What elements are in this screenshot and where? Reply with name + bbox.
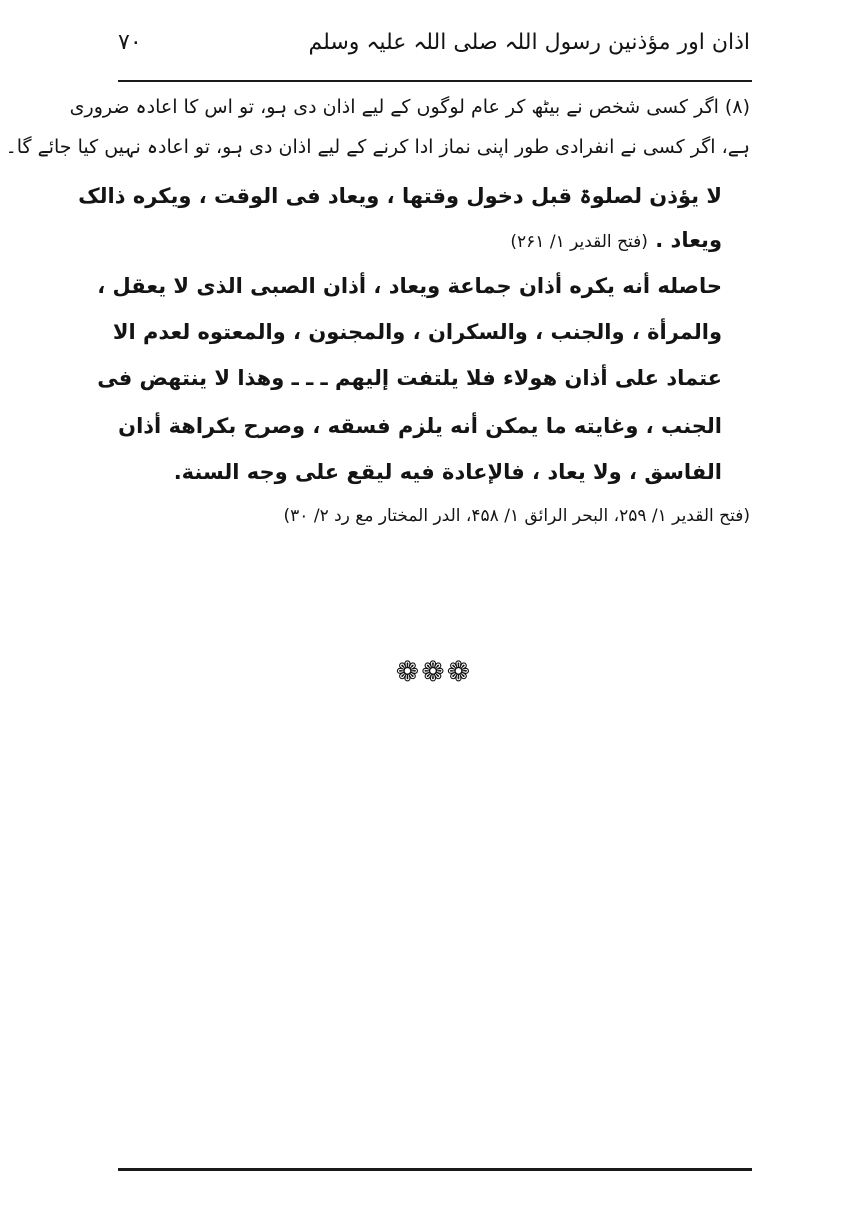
arabic-quote-2-line-5: الفاسق ، ولا یعاد ، فالإعادة فیه لیقع علی وجه السنة.: [173, 460, 722, 484]
section-ornament: ❁❁❁: [395, 655, 473, 688]
reference-fath-al-qadir: (فتح القدیر ۱/ ۲۶۱): [510, 232, 648, 252]
arabic-quote-2-line-1: حاصله أنه یکره أذان جماعة ویعاد ، أذان الصبی الذی لا یعقل ،: [97, 274, 722, 298]
arabic-quote-1-line-1: لا یؤذن لصلوۃ قبل دخول وقتها ، ویعاد فی الوقت ، ویکره ذالک: [78, 184, 722, 208]
urdu-line-2: ہے، اگر کسی نے انفرادی طور اپنی نماز ادا کرنے کے لیے اذان دی ہو، تو اعادہ نہیں کیا جائے گا۔: [5, 136, 750, 158]
arabic-quote-2-line-2: والمرأة ، والجنب ، والسكران ، والمجنون ، والمعتوه لعدم الا: [112, 320, 722, 344]
arabic-quote-2-line-4: الجنب ، وغایته ما یمکن أنه یلزم فسقه ، وصرح بکراهة أذان: [118, 414, 722, 438]
header-title: اذان اور مؤذنین رسول اللہ صلی اللہ علیہ وسلم: [308, 30, 750, 55]
footer-divider: [118, 1168, 752, 1171]
footnote-reference: (فتح القدیر ۱/ ۲۵۹، البحر الرائق ۱/ ۴۵۸، الدر المختار مع رد ۲/ ۳۰): [283, 506, 750, 526]
header-divider: [118, 80, 752, 82]
arabic-quote-1-text: ویعاد .: [655, 228, 722, 252]
page-number: ۷۰: [118, 30, 142, 55]
arabic-quote-2-line-3: عتماد علی أذان هولاء فلا یلتفت إلیهم ـ ـ ـ وهذا لا ینتهض فی: [97, 366, 722, 390]
urdu-line-1: (۸) اگر کسی شخص نے بیٹھ کر عام لوگوں کے لیے اذان دی ہو، تو اس کا اعادہ ضروری: [69, 96, 750, 118]
arabic-quote-1-line-2: [510, 228, 722, 252]
